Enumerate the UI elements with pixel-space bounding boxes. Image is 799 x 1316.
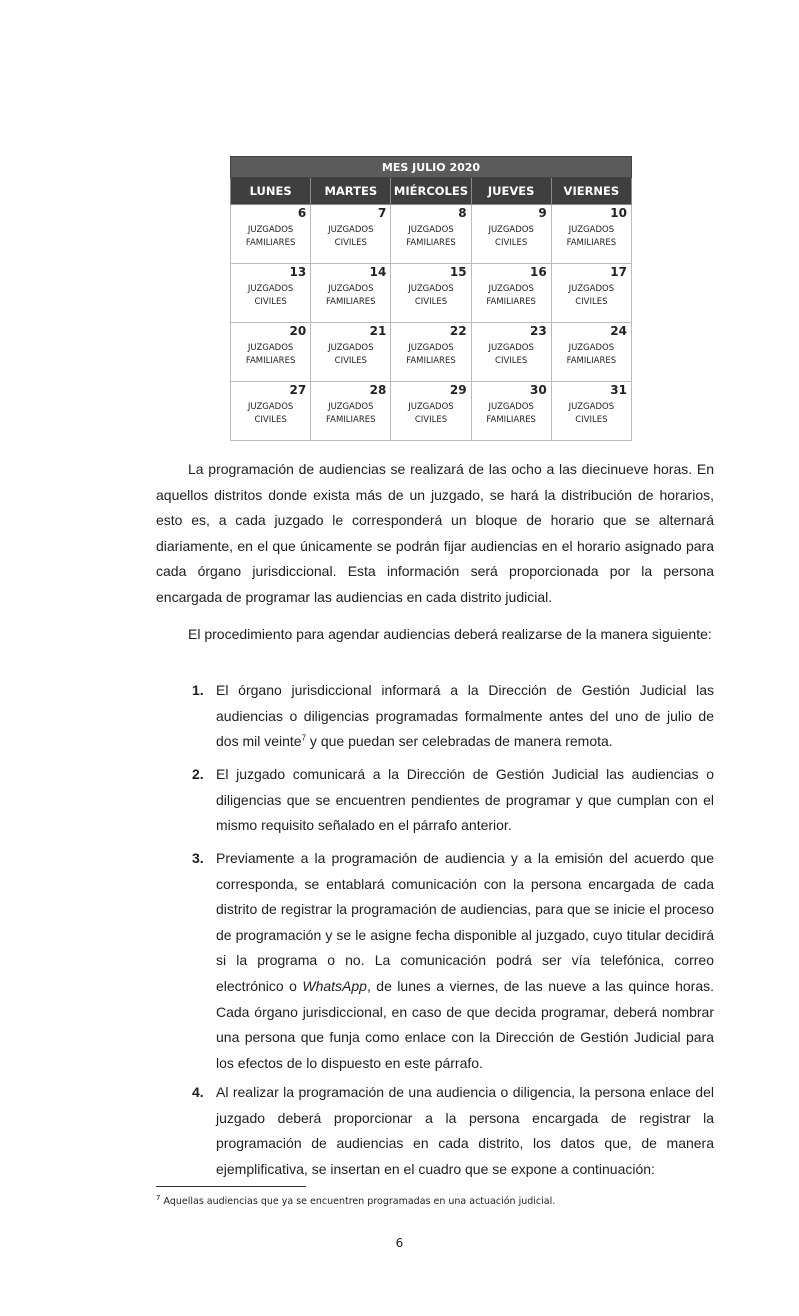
calendar-day-cell bbox=[231, 323, 311, 382]
calendar-day-cell bbox=[551, 382, 631, 441]
list-item-text: El órgano jurisdiccional informará a la Dirección de Gestión Judicial las audiencias o diligencias programadas formalmente antes del uno de julio de dos mil veinte$^7$ y que puedan ser celebradas de manera remota. bbox=[216, 682, 714, 750]
day-number: 29 bbox=[449, 383, 467, 397]
calendar-day-cell bbox=[311, 382, 391, 441]
calendar-day-cell bbox=[551, 323, 631, 382]
weekday-header: MARTES bbox=[311, 178, 391, 205]
list-item-number: 2. bbox=[192, 766, 204, 782]
day-number: 14 bbox=[369, 265, 387, 279]
court-type-label: JUZGADOS CIVILES bbox=[247, 402, 294, 425]
footnote bbox=[156, 1193, 716, 1207]
list-item-text: Al realizar la programación de una audiencia o diligencia, la persona enlace del juzgado deberá proporcionar a la persona encargada de registrar la programación de audiencias en cada distrito, los datos que, de manera ejemplificativa, se insertan en el cuadro que se expone a continuación: bbox=[216, 1084, 714, 1177]
footnote-divider bbox=[156, 1186, 306, 1187]
day-number: 30 bbox=[530, 383, 547, 397]
court-type-label: JUZGADOS CIVILES bbox=[247, 284, 294, 307]
calendar-day-cell bbox=[391, 323, 471, 382]
calendar-day-cell bbox=[311, 323, 391, 382]
paragraph-procedure-intro: El procedimiento para agendar audiencias deberá realizarse de la manera siguiente: bbox=[188, 626, 712, 642]
court-type-label: JUZGADOS FAMILIARES bbox=[486, 402, 536, 425]
calendar-day-cell bbox=[551, 264, 631, 323]
calendar-week-row bbox=[231, 323, 632, 382]
calendar-day-cell bbox=[471, 323, 551, 382]
weekday-header: MIÉRCOLES bbox=[391, 178, 471, 205]
list-item bbox=[192, 1080, 714, 1182]
court-type-label: JUZGADOS CIVILES bbox=[568, 402, 615, 425]
calendar-title: MES JULIO 2020 bbox=[231, 157, 632, 178]
calendar-table bbox=[230, 156, 632, 441]
day-number: 21 bbox=[369, 324, 387, 338]
footnote-reference: 7 bbox=[301, 733, 307, 743]
day-number: 17 bbox=[610, 265, 627, 279]
court-type-label: JUZGADOS FAMILIARES bbox=[245, 343, 296, 366]
day-number: 27 bbox=[289, 383, 307, 397]
list-item-text: Previamente a la programación de audiencia y a la emisión del acuerdo que corresponda, se entablará comunicación con la persona encargada de cada distrito de registrar la programación de audiencias, para que se inicie el proceso de programación y se le asigne fecha disponible al juzgado, cuyo titular decidirá si la programa o no. La comunicación podrá ser vía telefónica, correo electrónico o WhatsApp, de lunes a viernes, de las nueve a las quince horas. Cada órgano jurisdiccional, en caso de que decida programar, deberá nombrar una persona que funja como enlace con la Dirección de Gestión Judicial para los efectos de lo dispuesto en este párrafo. bbox=[216, 850, 714, 1071]
court-type-label: JUZGADOS FAMILIARES bbox=[486, 284, 536, 307]
day-number: 15 bbox=[449, 265, 467, 279]
day-number: 9 bbox=[538, 206, 547, 220]
footnote-number: 7 bbox=[156, 1193, 161, 1202]
day-number: 13 bbox=[289, 265, 307, 279]
day-number: 31 bbox=[610, 383, 627, 397]
day-number: 23 bbox=[530, 324, 547, 338]
weekday-header: LUNES bbox=[231, 178, 311, 205]
list-item-number: 1. bbox=[192, 682, 204, 698]
court-type-label: JUZGADOS CIVILES bbox=[408, 284, 454, 307]
court-type-label: JUZGADOS FAMILIARES bbox=[406, 225, 456, 248]
calendar-day-cell bbox=[471, 205, 551, 264]
court-type-label: JUZGADOS FAMILIARES bbox=[245, 225, 296, 248]
day-number: 10 bbox=[610, 206, 627, 220]
calendar-week-row bbox=[231, 205, 632, 264]
calendar-day-cell bbox=[471, 382, 551, 441]
page-number: 6 bbox=[395, 1236, 404, 1250]
court-type-label: JUZGADOS CIVILES bbox=[328, 225, 374, 248]
day-number: 20 bbox=[289, 324, 307, 338]
calendar-day-cell bbox=[231, 264, 311, 323]
day-number: 24 bbox=[610, 324, 627, 338]
list-item bbox=[192, 846, 714, 1076]
court-type-label: JUZGADOS FAMILIARES bbox=[566, 343, 617, 366]
day-number: 7 bbox=[378, 206, 387, 220]
footnote-text: Aquellas audiencias que ya se encuentren programadas en una actuación judicial. bbox=[160, 1196, 556, 1207]
calendar-week-row bbox=[231, 264, 632, 323]
day-number: 28 bbox=[369, 383, 387, 397]
calendar-day-cell bbox=[471, 264, 551, 323]
court-type-label: JUZGADOS CIVILES bbox=[488, 225, 534, 248]
day-number: 16 bbox=[530, 265, 547, 279]
court-type-label: JUZGADOS FAMILIARES bbox=[326, 284, 376, 307]
calendar-day-cell bbox=[311, 264, 391, 323]
list-item bbox=[192, 762, 714, 839]
court-type-label: JUZGADOS CIVILES bbox=[488, 343, 534, 366]
court-type-label: JUZGADOS CIVILES bbox=[328, 343, 374, 366]
day-number: 8 bbox=[458, 206, 467, 220]
court-type-label: JUZGADOS CIVILES bbox=[408, 402, 454, 425]
list-item bbox=[192, 678, 714, 755]
calendar-day-cell bbox=[231, 205, 311, 264]
court-type-label: JUZGADOS CIVILES bbox=[568, 284, 615, 307]
calendar-day-cell bbox=[551, 205, 631, 264]
calendar-day-cell bbox=[391, 264, 471, 323]
list-item-text: El juzgado comunicará a la Dirección de Gestión Judicial las audiencias o diligencias que se encuentren pendientes de programar y que cumplan con el mismo requisito señalado en el párrafo anterior. bbox=[216, 766, 714, 834]
weekday-header: VIERNES bbox=[551, 178, 631, 205]
court-type-label: JUZGADOS FAMILIARES bbox=[566, 225, 617, 248]
day-number: 6 bbox=[297, 206, 307, 220]
weekday-header: JUEVES bbox=[471, 178, 551, 205]
calendar-day-cell bbox=[391, 205, 471, 264]
list-item-number: 4. bbox=[192, 1084, 204, 1100]
court-type-label: JUZGADOS FAMILIARES bbox=[326, 402, 376, 425]
day-number: 22 bbox=[449, 324, 467, 338]
calendar-day-cell bbox=[391, 382, 471, 441]
calendar-week-row bbox=[231, 382, 632, 441]
calendar-day-cell bbox=[311, 205, 391, 264]
paragraph-schedule: La programación de audiencias se realizará de las ocho a las diecinueve horas. En aquellos distritos donde exista más de un juzgado, se hará la distribución de horarios, esto es, a cada juzgado le corresponderá un bloque de horario que se alternará diariamente, en el que únicamente se podrán fijar audiencias en el horario asignado para cada órgano jurisdiccional. Esta información será proporcionada por la persona encargada de programar las audiencias en cada distrito judicial. bbox=[156, 461, 714, 605]
list-item-number: 3. bbox=[192, 850, 204, 866]
calendar-day-cell bbox=[231, 382, 311, 441]
court-type-label: JUZGADOS FAMILIARES bbox=[406, 343, 456, 366]
